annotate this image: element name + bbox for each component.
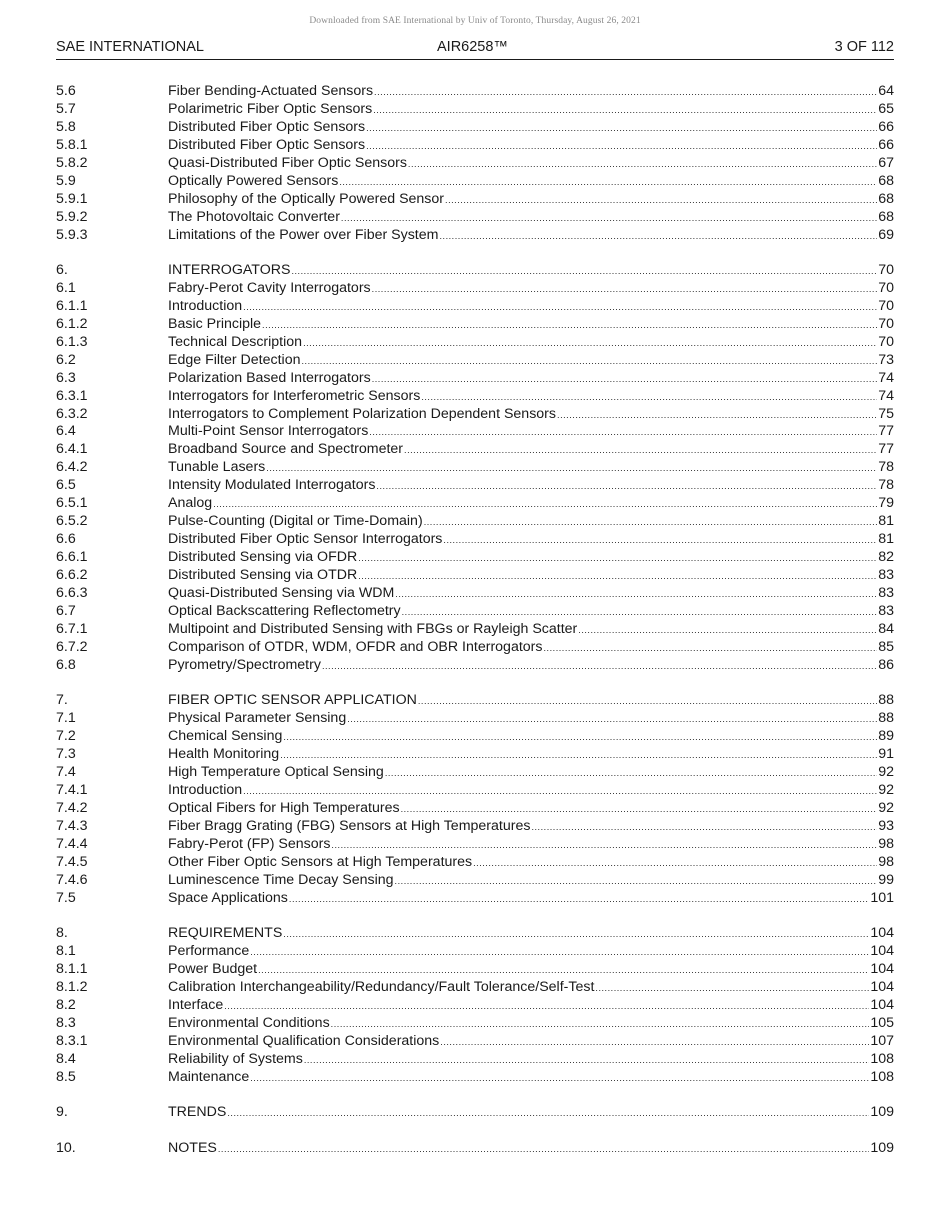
dot-leader <box>347 710 877 729</box>
dot-leader <box>243 782 877 801</box>
toc-entry-number: 8.1.1 <box>56 960 88 977</box>
toc-entry-title: Optical Fibers for High Temperatures <box>168 799 400 816</box>
toc-entry-title: Interrogators for Interferometric Sensors <box>168 387 421 404</box>
toc-entry-number: 6.3.1 <box>56 387 88 404</box>
toc-entry-page: 74 <box>878 387 894 404</box>
dot-leader <box>395 872 878 891</box>
dot-leader <box>395 585 877 604</box>
dot-leader <box>224 997 869 1016</box>
toc-entry-page: 88 <box>878 692 894 709</box>
toc-entry-title: Physical Parameter Sensing <box>168 710 347 727</box>
toc-entry-number: 9. <box>56 1104 68 1121</box>
toc-entry[interactable] <box>56 477 894 495</box>
toc-entry[interactable] <box>56 334 894 352</box>
toc-entry[interactable] <box>56 961 894 979</box>
toc-entry-page: 93 <box>878 817 894 834</box>
dot-leader <box>250 1069 869 1088</box>
dot-leader <box>331 1015 870 1034</box>
toc-entry[interactable] <box>56 728 894 746</box>
dot-leader <box>595 979 869 998</box>
dot-leader <box>283 925 869 944</box>
section-gap <box>56 244 894 262</box>
header-document-id: AIR6258™ <box>437 39 508 55</box>
toc-entry-page: 98 <box>878 835 894 852</box>
dot-leader <box>258 961 869 980</box>
dot-leader <box>445 191 877 210</box>
toc-entry-number: 6.8 <box>56 656 76 673</box>
toc-entry[interactable] <box>56 800 894 818</box>
toc-entry-page: 81 <box>878 513 894 530</box>
toc-entry-page: 69 <box>878 226 894 243</box>
toc-entry-number: 7.4.5 <box>56 853 88 870</box>
toc-entry-number: 7.3 <box>56 746 76 762</box>
dot-leader <box>291 262 877 281</box>
toc-entry-title: Calibration Interchangeability/Redundancy/Fault Tolerance/Self-Test <box>168 978 595 995</box>
table-of-contents <box>56 83 894 1158</box>
toc-entry[interactable] <box>56 818 894 836</box>
toc-entry-page: 75 <box>878 405 894 422</box>
toc-entry[interactable] <box>56 567 894 585</box>
toc-entry-number: 6.5 <box>56 477 76 494</box>
dot-leader <box>227 1104 869 1123</box>
toc-entry[interactable] <box>56 1140 894 1158</box>
toc-entry[interactable] <box>56 585 894 603</box>
toc-entry-number: 5.7 <box>56 100 76 117</box>
toc-entry[interactable] <box>56 316 894 334</box>
toc-entry-title: REQUIREMENTS <box>168 925 283 942</box>
dot-leader <box>218 1140 869 1159</box>
section-gap <box>56 907 894 925</box>
toc-entry-number: 6.6.1 <box>56 549 88 566</box>
toc-entry[interactable] <box>56 854 894 872</box>
toc-entry-page: 83 <box>878 566 894 583</box>
toc-entry-number: 5.9.2 <box>56 208 88 225</box>
toc-entry-page: 83 <box>878 584 894 601</box>
toc-entry[interactable] <box>56 997 894 1015</box>
toc-entry[interactable] <box>56 119 894 137</box>
toc-entry-page: 108 <box>870 1068 894 1085</box>
toc-entry[interactable] <box>56 83 894 101</box>
dot-leader <box>283 728 877 747</box>
toc-entry-page: 89 <box>878 728 894 745</box>
dot-leader <box>358 549 877 568</box>
toc-entry-title: Quasi-Distributed Sensing via WDM <box>168 584 395 601</box>
dot-leader <box>341 209 877 228</box>
toc-entry-page: 84 <box>878 620 894 637</box>
toc-entry-title: Analog <box>168 495 213 512</box>
dot-leader <box>376 477 877 496</box>
toc-entry-number: 8.1.2 <box>56 978 88 995</box>
dot-leader <box>404 441 877 460</box>
dot-leader <box>372 370 878 389</box>
toc-entry-number: 6.6.3 <box>56 584 88 601</box>
toc-entry[interactable] <box>56 943 894 961</box>
toc-entry-title: Environmental Conditions <box>168 1014 330 1031</box>
toc-entry-title: Health Monitoring <box>168 746 280 762</box>
toc-entry-title: Optically Powered Sensors <box>168 172 339 189</box>
toc-entry-page: 66 <box>878 118 894 135</box>
toc-entry-number: 10. <box>56 1139 76 1156</box>
toc-entry[interactable] <box>56 280 894 298</box>
toc-entry-number: 7.4 <box>56 763 76 780</box>
toc-entry-page: 83 <box>878 602 894 619</box>
dot-leader <box>339 173 877 192</box>
toc-entry-title: Reliability of Systems <box>168 1050 303 1067</box>
toc-entry-number: 5.8 <box>56 118 76 135</box>
toc-entry[interactable] <box>56 710 894 728</box>
toc-entry[interactable] <box>56 459 894 477</box>
dot-leader <box>531 818 877 837</box>
toc-entry-page: 74 <box>878 369 894 386</box>
toc-entry-title: Broadband Source and Spectrometer <box>168 441 404 458</box>
dot-leader <box>373 101 877 120</box>
toc-entry-title: Fiber Bragg Grating (FBG) Sensors at High Temperatures <box>168 817 531 834</box>
dot-leader <box>424 513 878 532</box>
toc-entry-page: 68 <box>878 208 894 225</box>
toc-entry-page: 92 <box>878 763 894 780</box>
toc-entry-number: 6.4.2 <box>56 459 88 476</box>
toc-entry[interactable] <box>56 979 894 997</box>
toc-entry-title: Chemical Sensing <box>168 728 283 745</box>
dot-leader <box>304 1051 870 1070</box>
dot-leader <box>369 423 877 442</box>
toc-entry-title: Optical Backscattering Reflectometry <box>168 602 401 619</box>
toc-entry-number: 8. <box>56 925 68 942</box>
toc-entry-number: 5.8.1 <box>56 136 88 153</box>
dot-leader <box>322 657 877 676</box>
page-header <box>56 39 894 60</box>
toc-entry-title: TRENDS <box>168 1104 227 1121</box>
toc-entry-page: 81 <box>878 531 894 548</box>
dot-leader <box>303 334 877 353</box>
dot-leader <box>443 531 877 550</box>
toc-entry-page: 92 <box>878 799 894 816</box>
dot-leader <box>408 155 877 174</box>
toc-entry[interactable] <box>56 1104 894 1122</box>
toc-entry-number: 8.4 <box>56 1050 76 1067</box>
dot-leader <box>213 495 877 514</box>
toc-entry-title: Polarization Based Interrogators <box>168 369 371 386</box>
toc-entry-number: 6.4 <box>56 423 76 440</box>
toc-entry-title: Technical Description <box>168 333 303 350</box>
toc-entry-page: 104 <box>870 960 894 977</box>
toc-entry-title: Pulse-Counting (Digital or Time-Domain) <box>168 513 423 530</box>
toc-entry-title: Basic Principle <box>168 315 262 332</box>
toc-entry-page: 79 <box>878 495 894 512</box>
toc-entry-number: 7.4.6 <box>56 871 88 888</box>
toc-entry-title: Distributed Fiber Optic Sensors <box>168 136 366 153</box>
toc-entry-title: NOTES <box>168 1139 217 1156</box>
toc-entry-title: Quasi-Distributed Fiber Optic Sensors <box>168 154 407 171</box>
toc-entry[interactable] <box>56 621 894 639</box>
dot-leader <box>331 836 877 855</box>
toc-entry-title: Polarimetric Fiber Optic Sensors <box>168 100 373 117</box>
toc-entry-page: 86 <box>878 656 894 673</box>
dot-leader <box>544 639 878 658</box>
toc-entry-page: 109 <box>870 1139 894 1156</box>
toc-entry-title: Maintenance <box>168 1068 250 1085</box>
toc-entry-number: 5.9 <box>56 172 76 189</box>
dot-leader <box>440 1033 869 1052</box>
toc-entry[interactable] <box>56 692 894 710</box>
dot-leader <box>374 83 877 102</box>
toc-entry[interactable] <box>56 227 894 245</box>
toc-entry-title: Multi-Point Sensor Interrogators <box>168 423 369 440</box>
toc-entry[interactable] <box>56 1051 894 1069</box>
toc-entry-title: Environmental Qualification Considerations <box>168 1032 440 1049</box>
toc-entry-page: 104 <box>870 996 894 1013</box>
download-watermark: Downloaded from SAE International by Univ of Toronto, Thursday, August 26, 2021 <box>309 16 641 26</box>
dot-leader <box>280 746 877 765</box>
toc-entry-page: 82 <box>878 549 894 566</box>
toc-entry-number: 7.4.3 <box>56 817 88 834</box>
toc-entry-number: 5.9.1 <box>56 190 88 207</box>
dot-leader <box>385 764 877 783</box>
toc-entry-title: Philosophy of the Optically Powered Sensor <box>168 190 445 207</box>
toc-entry[interactable] <box>56 388 894 406</box>
toc-entry[interactable] <box>56 531 894 549</box>
toc-entry-page: 70 <box>878 333 894 350</box>
toc-entry-page: 99 <box>878 871 894 888</box>
toc-entry-title: Distributed Fiber Optic Sensors <box>168 118 366 135</box>
toc-entry-title: Interrogators to Complement Polarization Dependent Sensors <box>168 405 557 422</box>
toc-entry-title: Distributed Sensing via OFDR <box>168 549 358 566</box>
toc-entry-page: 104 <box>870 978 894 995</box>
toc-entry[interactable] <box>56 209 894 227</box>
toc-entry-title: Comparison of OTDR, WDM, OFDR and OBR Interrogators <box>168 638 543 655</box>
toc-entry-title: Introduction <box>168 297 243 314</box>
toc-entry[interactable] <box>56 137 894 155</box>
toc-entry-title: Distributed Fiber Optic Sensor Interrogators <box>168 531 443 548</box>
toc-entry-number: 7.4.1 <box>56 781 88 798</box>
toc-entry-title: Intensity Modulated Interrogators <box>168 477 376 494</box>
toc-entry-title: Fiber Bending-Actuated Sensors <box>168 83 374 99</box>
toc-entry-page: 109 <box>870 1104 894 1121</box>
toc-entry-page: 77 <box>878 423 894 440</box>
toc-entry-number: 6.4.1 <box>56 441 88 458</box>
toc-entry-title: INTERROGATORS <box>168 262 291 279</box>
toc-entry[interactable] <box>56 352 894 370</box>
dot-leader <box>366 119 877 138</box>
toc-entry-title: Performance <box>168 942 250 959</box>
toc-entry-number: 7.4.2 <box>56 799 88 816</box>
toc-entry-number: 6.6.2 <box>56 566 88 583</box>
toc-entry-title: Interface <box>168 996 224 1013</box>
toc-entry[interactable] <box>56 890 894 908</box>
toc-entry-page: 101 <box>870 889 894 906</box>
toc-entry-page: 68 <box>878 190 894 207</box>
toc-entry[interactable] <box>56 639 894 657</box>
toc-entry-number: 6.5.2 <box>56 513 88 530</box>
header-page-number: 3 OF 112 <box>834 39 894 55</box>
toc-entry-number: 6.2 <box>56 351 76 368</box>
toc-entry[interactable] <box>56 513 894 531</box>
toc-entry-page: 66 <box>878 136 894 153</box>
toc-entry-number: 6.1 <box>56 279 76 296</box>
toc-entry-title: Introduction <box>168 781 243 798</box>
toc-entry-number: 8.1 <box>56 942 76 959</box>
toc-entry-page: 78 <box>878 477 894 494</box>
dot-leader <box>557 406 877 425</box>
toc-entry-page: 70 <box>878 279 894 296</box>
toc-entry-number: 6.6 <box>56 531 76 548</box>
toc-entry[interactable] <box>56 782 894 800</box>
toc-entry[interactable] <box>56 262 894 280</box>
dot-leader <box>401 800 878 819</box>
toc-entry-page: 70 <box>878 262 894 279</box>
toc-entry[interactable] <box>56 657 894 675</box>
toc-entry-number: 6.1.3 <box>56 333 88 350</box>
toc-entry-page: 70 <box>878 315 894 332</box>
toc-entry-number: 6.7.1 <box>56 620 88 637</box>
dot-leader <box>289 890 869 909</box>
toc-entry-number: 7.1 <box>56 710 76 727</box>
toc-entry-title: Luminescence Time Decay Sensing <box>168 871 394 888</box>
toc-entry-number: 6. <box>56 262 68 279</box>
dot-leader <box>421 388 877 407</box>
toc-entry-title: Pyrometry/Spectrometry <box>168 656 321 673</box>
toc-entry-page: 78 <box>878 459 894 476</box>
toc-entry-page: 104 <box>870 942 894 959</box>
toc-entry-page: 68 <box>878 172 894 189</box>
toc-entry[interactable] <box>56 1015 894 1033</box>
toc-entry-page: 85 <box>878 638 894 655</box>
toc-entry[interactable] <box>56 925 894 943</box>
dot-leader <box>301 352 877 371</box>
toc-entry[interactable] <box>56 603 894 621</box>
toc-entry-number: 6.5.1 <box>56 495 88 512</box>
toc-entry-page: 70 <box>878 297 894 314</box>
toc-entry[interactable] <box>56 155 894 173</box>
toc-entry-number: 5.9.3 <box>56 226 88 243</box>
toc-entry-page: 108 <box>870 1050 894 1067</box>
toc-entry-number: 6.3 <box>56 369 76 386</box>
toc-entry-page: 104 <box>870 925 894 942</box>
dot-leader <box>243 298 877 317</box>
toc-entry-number: 6.1.2 <box>56 315 88 332</box>
toc-entry-number: 7.2 <box>56 728 76 745</box>
toc-entry-number: 8.2 <box>56 996 76 1013</box>
toc-entry-title: Multipoint and Distributed Sensing with FBGs or Rayleigh Scatter <box>168 620 578 637</box>
toc-entry[interactable] <box>56 423 894 441</box>
toc-entry[interactable] <box>56 370 894 388</box>
toc-entry-page: 67 <box>878 154 894 171</box>
toc-entry-page: 92 <box>878 781 894 798</box>
dot-leader <box>402 603 878 622</box>
toc-entry-number: 8.3 <box>56 1014 76 1031</box>
toc-entry-number: 5.6 <box>56 83 76 99</box>
toc-entry[interactable] <box>56 549 894 567</box>
dot-leader <box>266 459 877 478</box>
toc-entry-title: High Temperature Optical Sensing <box>168 763 384 780</box>
dot-leader <box>366 137 877 156</box>
toc-entry-page: 77 <box>878 441 894 458</box>
section-gap <box>56 675 894 693</box>
toc-entry[interactable] <box>56 191 894 209</box>
section-gap <box>56 1122 894 1140</box>
toc-entry-title: The Photovoltaic Converter <box>168 208 340 225</box>
toc-entry-page: 73 <box>878 351 894 368</box>
section-gap <box>56 1086 894 1104</box>
toc-entry-title: Distributed Sensing via OTDR <box>168 566 358 583</box>
toc-entry[interactable] <box>56 173 894 191</box>
toc-entry-title: FIBER OPTIC SENSOR APPLICATION <box>168 692 417 709</box>
header-organization: SAE INTERNATIONAL <box>56 39 204 55</box>
dot-leader <box>473 854 877 873</box>
toc-entry-title: Edge Filter Detection <box>168 351 301 368</box>
toc-entry[interactable] <box>56 298 894 316</box>
toc-entry[interactable] <box>56 101 894 119</box>
dot-leader <box>358 567 877 586</box>
toc-entry-page: 107 <box>870 1032 894 1049</box>
toc-entry-number: 6.1.1 <box>56 297 88 314</box>
toc-entry[interactable] <box>56 872 894 890</box>
dot-leader <box>439 227 877 246</box>
toc-entry[interactable] <box>56 441 894 459</box>
toc-entry-title: Tunable Lasers <box>168 459 266 476</box>
toc-entry-number: 6.7 <box>56 602 76 619</box>
toc-entry-title: Other Fiber Optic Sensors at High Temperatures <box>168 853 473 870</box>
toc-entry[interactable] <box>56 406 894 424</box>
toc-entry-number: 8.5 <box>56 1068 76 1085</box>
toc-entry-number: 7. <box>56 692 68 709</box>
dot-leader <box>372 280 878 299</box>
dot-leader <box>578 621 877 640</box>
toc-entry-title: Fabry-Perot (FP) Sensors <box>168 835 331 852</box>
toc-entry-page: 98 <box>878 853 894 870</box>
toc-entry[interactable] <box>56 764 894 782</box>
toc-entry-title: Power Budget <box>168 960 258 977</box>
toc-entry-page: 88 <box>878 710 894 727</box>
toc-entry-number: 7.5 <box>56 889 76 906</box>
toc-entry[interactable] <box>56 495 894 513</box>
toc-entry-number: 7.4.4 <box>56 835 88 852</box>
toc-entry[interactable] <box>56 1069 894 1087</box>
toc-entry-page: 65 <box>878 100 894 117</box>
toc-entry-number: 6.3.2 <box>56 405 88 422</box>
toc-entry-title: Space Applications <box>168 889 288 906</box>
toc-entry-number: 8.3.1 <box>56 1032 88 1049</box>
toc-entry-page: 64 <box>878 83 894 99</box>
toc-entry-page: 105 <box>870 1014 894 1031</box>
toc-entry-number: 6.7.2 <box>56 638 88 655</box>
toc-entry-number: 5.8.2 <box>56 154 88 171</box>
dot-leader <box>250 943 869 962</box>
toc-entry-title: Fabry-Perot Cavity Interrogators <box>168 279 371 296</box>
dot-leader <box>262 316 877 335</box>
toc-entry[interactable] <box>56 746 894 764</box>
toc-entry[interactable] <box>56 836 894 854</box>
toc-entry-title: Limitations of the Power over Fiber System <box>168 226 439 243</box>
toc-entry[interactable] <box>56 1033 894 1051</box>
toc-entry-page: 91 <box>878 746 894 762</box>
dot-leader <box>418 692 877 711</box>
